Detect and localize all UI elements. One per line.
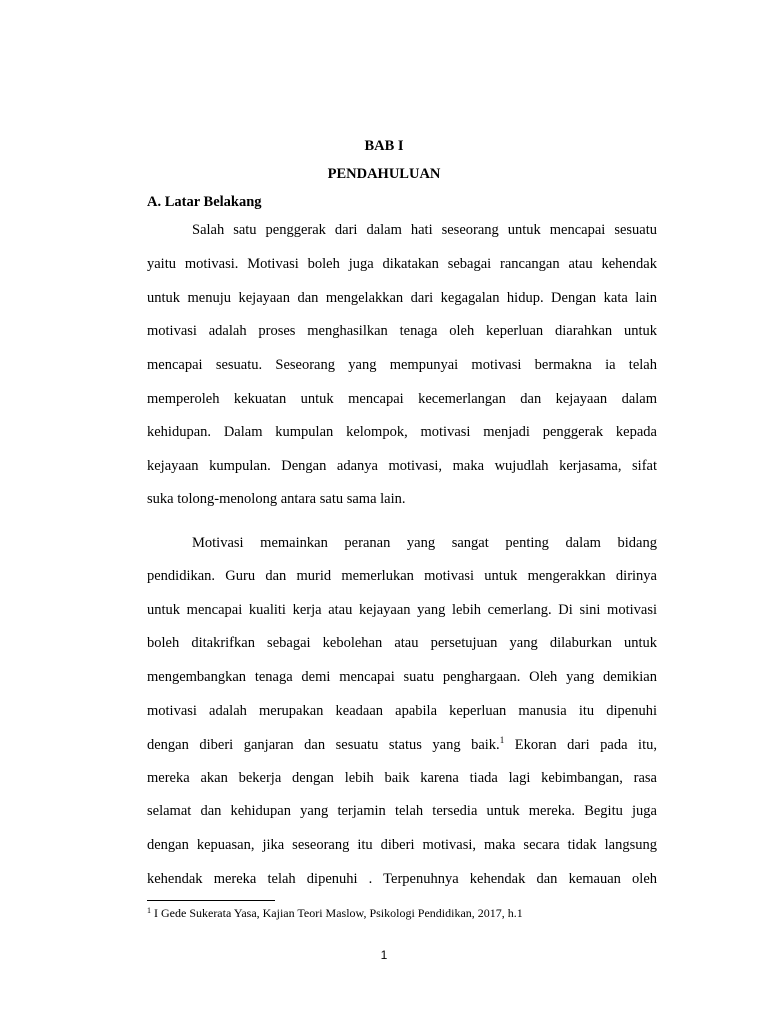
line-text: Ekoran dari pada itu,	[504, 737, 657, 753]
paragraph-line: dengan kepuasan, jika seseorang itu diberi motivasi, maka secara tidak langsung	[147, 837, 657, 853]
paragraph-line: Salah satu penggerak dari dalam hati seseorang untuk mencapai sesuatu	[192, 222, 657, 238]
paragraph-line: mereka akan bekerja dengan lebih baik karena tiada lagi kebimbangan, rasa	[147, 770, 657, 786]
page-number: 1	[380, 948, 388, 962]
paragraph-line: mengembangkan tenaga demi mencapai suatu penghargaan. Oleh yang demikian	[147, 669, 657, 685]
line-text: dengan diberi ganjaran dan sesuatu status yang baik.	[147, 737, 500, 753]
paragraph-line: Motivasi memainkan peranan yang sangat penting dalam bidang	[192, 535, 657, 551]
paragraph-line: memperoleh kekuatan untuk mencapai kecemerlangan dan kejayaan dalam	[147, 391, 657, 407]
paragraph-line-with-footnote	[147, 736, 657, 754]
paragraph-line: suka tolong-menolong antara satu sama lain.	[147, 491, 406, 507]
chapter-number: BAB I	[364, 138, 404, 154]
paragraph-line: boleh ditakrifkan sebagai kebolehan atau persetujuan yang dilaburkan untuk	[147, 635, 657, 651]
paragraph-line: motivasi adalah merupakan keadaan apabila keperluan manusia itu dipenuhi	[147, 703, 657, 719]
paragraph-line: selamat dan kehidupan yang terjamin telah tersedia untuk mereka. Begitu juga	[147, 803, 657, 819]
paragraph-line: motivasi adalah proses menghasilkan tenaga oleh keperluan diarahkan untuk	[147, 323, 657, 339]
paragraph-line: untuk mencapai kualiti kerja atau kejayaan yang lebih cemerlang. Di sini motivasi	[147, 602, 657, 618]
paragraph-line: kehidupan. Dalam kumpulan kelompok, motivasi menjadi penggerak kepada	[147, 424, 657, 440]
chapter-title: PENDAHULUAN	[327, 166, 441, 182]
section-heading: A. Latar Belakang	[147, 194, 262, 210]
paragraph-line: yaitu motivasi. Motivasi boleh juga dikatakan sebagai rancangan atau kehendak	[147, 256, 657, 272]
paragraph-line: untuk menuju kejayaan dan mengelakkan dari kegagalan hidup. Dengan kata lain	[147, 290, 657, 306]
paragraph-line: kehendak mereka telah dipenuhi . Terpenuhnya kehendak dan kemauan oleh	[147, 871, 657, 887]
footnote-text: I Gede Sukerata Yasa, Kajian Teori Maslow, Psikologi Pendidikan, 2017, h.1	[151, 906, 523, 920]
footnote-marker: 1	[147, 906, 151, 915]
paragraph-line: mencapai sesuatu. Seseorang yang mempunyai motivasi bermakna ia telah	[147, 357, 657, 373]
footnote	[147, 906, 523, 921]
footnote-reference[interactable]: 1	[499, 735, 505, 745]
paragraph-line: kejayaan kumpulan. Dengan adanya motivasi, maka wujudlah kerjasama, sifat	[147, 458, 657, 474]
footnote-divider	[147, 900, 275, 901]
paragraph-line: pendidikan. Guru dan murid memerlukan motivasi untuk mengerakkan dirinya	[147, 568, 657, 584]
